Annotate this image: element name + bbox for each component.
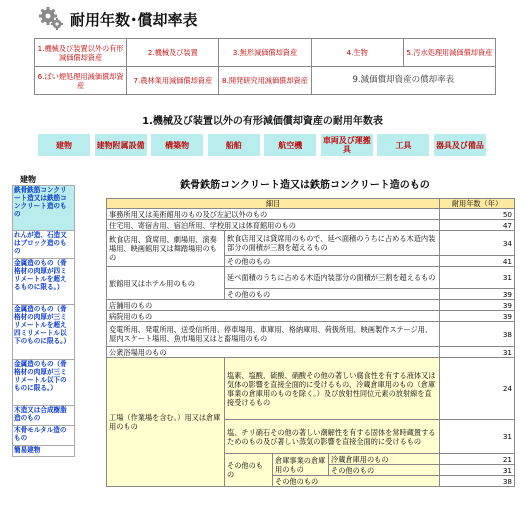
- cell-years: 31: [440, 420, 515, 454]
- cell-subitem: その他のもの: [273, 476, 440, 487]
- sidebar-item-metal-4mm[interactable]: 金属造のもの（骨格材の肉厚が四ミリメートルを超えるものに限る。）: [13, 259, 75, 305]
- cell-years: 34: [440, 231, 515, 256]
- nav-item-3[interactable]: 3.無形減価償却資産: [219, 39, 311, 67]
- col-header-item: 細目: [107, 199, 440, 209]
- cell-item: 病院用のもの: [107, 311, 440, 322]
- tab-tools[interactable]: 工具: [377, 134, 429, 156]
- cell-subitem: その他のもの: [225, 454, 273, 487]
- cell-item: 公衆浴場用のもの: [107, 347, 440, 358]
- sidebar-item-metal-3-4mm[interactable]: 金属造のもの（骨格材の肉厚が三ミリメートルを超え四ミリメートル以下のものに限る。）: [13, 305, 75, 360]
- nav-item-2[interactable]: 2.機械及び装置: [127, 39, 219, 67]
- cell-years: 31: [440, 347, 515, 358]
- cell-years: 39: [440, 311, 515, 322]
- cell-item: 店舗用のもの: [107, 300, 440, 311]
- cell-item: 住宅用、寄宿舎用、宿泊所用、学校用又は体育館用のもの: [107, 220, 440, 231]
- cell-years: 31: [440, 267, 515, 289]
- tab-aircraft[interactable]: 航空機: [264, 134, 316, 156]
- cell-subitem: その他のもの: [225, 256, 440, 267]
- cell-years: 38: [440, 476, 515, 487]
- col-header-years: 耐用年数（年）: [440, 199, 515, 209]
- section-heading: 1.機械及び装置以外の有形減価償却資産の耐用年数表: [142, 116, 383, 127]
- nav-item-6[interactable]: 6.ばい煙処理用減価償却資産: [35, 67, 127, 95]
- nav-item-9[interactable]: 9.減価償却資産の償却率表: [311, 67, 495, 95]
- sidebar-item-simple[interactable]: 簡易建物: [13, 446, 75, 457]
- sidebar-item-src[interactable]: 鉄骨鉄筋コンクリート造又は鉄筋コンクリート造のもの: [13, 186, 75, 231]
- sidebar-item-brick[interactable]: れんが造、石造又はブロック造のもの: [13, 231, 75, 259]
- cell-years: 39: [440, 300, 515, 311]
- table-title: 鉄骨鉄筋コンクリート造又は鉄筋コンクリート造のもの: [180, 180, 430, 191]
- cell-years: 31: [440, 465, 515, 476]
- cell-subitem: その他のもの: [225, 289, 440, 300]
- cell-item: 工場（作業場を含む。）用又は倉庫用のもの: [107, 358, 225, 487]
- cell-years: 38: [440, 322, 515, 347]
- cell-years: 50: [440, 209, 515, 220]
- cell-item: 飲食店用、貸席用、劇場用、演奏場用、映画館用又は舞踏場用のもの: [107, 231, 225, 267]
- cell-item: 事務所用又は美術館用のもの及び左記以外のもの: [107, 209, 440, 220]
- tab-fixtures-equipment[interactable]: 器具及び備品: [434, 134, 486, 156]
- nav-item-1[interactable]: 1.機械及び装置以外の有形減価償却資産: [35, 39, 127, 67]
- tab-vehicles[interactable]: 車両及び運搬具: [322, 136, 371, 154]
- cell-years: 39: [440, 289, 515, 300]
- sidebar-item-metal-3mm[interactable]: 金属造のもの（骨格材の肉厚が三ミリメートル以下のものに限る。）: [13, 360, 75, 406]
- nav-item-5[interactable]: 5.汚水処理用減価償却資産: [403, 39, 495, 67]
- sidebar-title: 建物: [20, 175, 36, 184]
- cell-item: 変電所用、発電所用、送受信所用、停車場用、車庫用、格納庫用、荷扱所用、映画製作ステージ用、屋内スケート場用、魚市場用又はと畜場用のもの: [107, 322, 440, 347]
- tab-structures[interactable]: 構築物: [151, 134, 203, 156]
- cell-subitem: 塩、チリ硝石その他の著しい潮解性を有する固体を常時蔵置するためのもの及び著しい蒸気の影響を直接全面的に受けるもの: [225, 420, 440, 454]
- sidebar: [12, 185, 75, 457]
- sidebar-item-mortar[interactable]: 木骨モルタル造のもの: [13, 426, 75, 446]
- cell-years: 41: [440, 256, 515, 267]
- top-nav: [34, 38, 496, 95]
- cell-subitem: その他のもの: [329, 465, 440, 476]
- tab-ships[interactable]: 船舶: [208, 134, 260, 156]
- tab-buildings[interactable]: 建物: [38, 134, 90, 156]
- nav-item-7[interactable]: 7.農林業用減価償却資産: [127, 67, 219, 95]
- cell-subitem: 延べ面積のうちに占める木造内装部分の面積が三割を超えるもの: [225, 267, 440, 289]
- page-title: 耐用年数･償却率表: [70, 11, 198, 29]
- cell-item: 旅館用又はホテル用のもの: [107, 267, 225, 300]
- gear-icon: [38, 5, 64, 31]
- cell-subitem: 塩素、塩酸、硫酸、硝酸その他の著しい腐食性を有する液体又は気体の影響を直接全面的に受けるもの、冷蔵倉庫用のもの（倉庫事業の倉庫用のものを除く。）及び放射性同位元素の放射線を直接受けるもの: [225, 358, 440, 420]
- cell-subitem: 倉庫事業の倉庫用のもの: [273, 454, 329, 476]
- cell-subitem: 冷蔵倉庫用のもの: [329, 454, 440, 465]
- nav-item-4[interactable]: 4.生物: [311, 39, 403, 67]
- cell-years: 47: [440, 220, 515, 231]
- tab-building-fixtures[interactable]: 建物附属設備: [95, 134, 147, 156]
- cell-years: 21: [440, 454, 515, 465]
- nav-item-8[interactable]: 8.開発研究用減価償却資産: [219, 67, 311, 95]
- cell-years: 24: [440, 358, 515, 420]
- category-tabs: [38, 134, 486, 158]
- useful-life-table: [106, 198, 515, 487]
- sidebar-item-wood[interactable]: 木造又は合成樹脂造のもの: [13, 406, 75, 426]
- cell-subitem: 飲食店用又は貸席用のもので、延べ面積のうちに占める木造内装部分の面積が三割を超えるもの: [225, 231, 440, 256]
